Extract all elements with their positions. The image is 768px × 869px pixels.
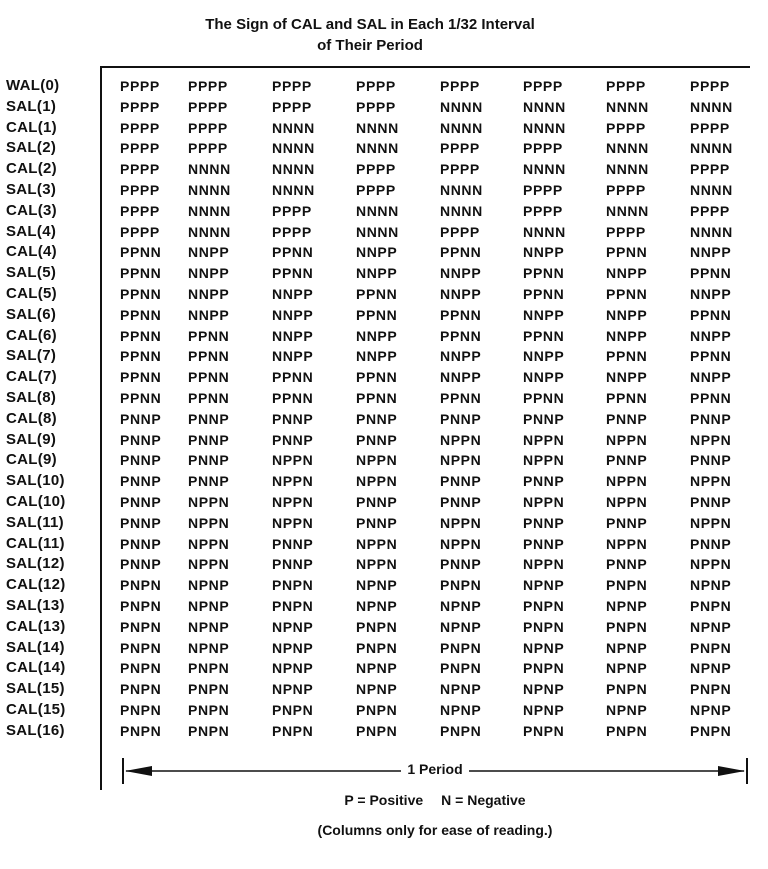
table-cell: PPPP xyxy=(272,202,312,219)
row-label: SAL(3) xyxy=(6,180,57,198)
table-cell: PPNN xyxy=(272,244,314,261)
table-cell: PNNP xyxy=(356,493,398,510)
table-cell: NPNP xyxy=(188,618,230,635)
table-cell: NPPN xyxy=(356,556,398,573)
table-cell: NPNP xyxy=(690,618,732,635)
table-cell: PNPN xyxy=(188,701,230,718)
table-cell: NPPN xyxy=(272,493,314,510)
table-cell: NPNP xyxy=(356,597,398,614)
table-cell: NNNN xyxy=(356,119,399,136)
row-label: CAL(5) xyxy=(6,284,57,302)
table-cell: PPPP xyxy=(356,98,396,115)
table-cell: PPNN xyxy=(120,369,162,386)
table-cell: PPPP xyxy=(272,223,312,240)
row-label: CAL(9) xyxy=(6,451,57,469)
row-label: SAL(16) xyxy=(6,721,65,739)
table-cell: PPPP xyxy=(690,119,730,136)
table-cell: PNNP xyxy=(120,493,162,510)
row-label: SAL(15) xyxy=(6,680,65,698)
table-cell: NPNP xyxy=(440,701,482,718)
table-cell: NPNP xyxy=(606,639,648,656)
table-cell: PPPP xyxy=(356,78,396,94)
table-cell: NNPP xyxy=(356,244,398,261)
period-indicator xyxy=(122,756,748,786)
table-cell: PNNP xyxy=(440,473,482,490)
table-cell: NNNN xyxy=(188,202,231,219)
table-cell: PNPN xyxy=(272,577,314,594)
table-cell: PPNN xyxy=(440,389,482,406)
table-cell: PPNN xyxy=(120,306,162,323)
table-cell: PPPP xyxy=(188,78,228,94)
table-cell: PNPN xyxy=(188,681,230,698)
table-cell: PNNP xyxy=(272,535,314,552)
table-cell: PPNN xyxy=(188,348,230,365)
row-label: SAL(9) xyxy=(6,430,57,448)
table-cell: PPNN xyxy=(606,389,648,406)
table-cell: PNPN xyxy=(690,597,732,614)
table-cell: PPNN xyxy=(440,306,482,323)
table-cell: NNNN xyxy=(356,140,399,157)
table-cell: PNNP xyxy=(690,535,732,552)
table-cell: PNPN xyxy=(120,618,162,635)
table-cell: NNNN xyxy=(356,223,399,240)
table-cell: PNNP xyxy=(272,410,314,427)
table-cell: NNPP xyxy=(272,285,314,302)
table-cell: PNNP xyxy=(188,410,230,427)
table-cell: PNNP xyxy=(356,514,398,531)
table-cell: NNPP xyxy=(188,306,230,323)
table-cell: NNPP xyxy=(606,306,648,323)
table-cell: PPPP xyxy=(606,78,646,94)
table-cell: NNNN xyxy=(690,98,733,115)
table-cell: PPNN xyxy=(272,389,314,406)
table-cell: PPNN xyxy=(120,348,162,365)
table-cell: NPNP xyxy=(356,660,398,677)
table-cell: PPPP xyxy=(523,202,563,219)
table-cell: NNNN xyxy=(523,161,566,178)
table-cell: NPNP xyxy=(188,597,230,614)
table-cell: NNPP xyxy=(272,348,314,365)
table-cell: PNNP xyxy=(272,556,314,573)
table-cell: PPPP xyxy=(606,223,646,240)
table-cell: NPNP xyxy=(606,701,648,718)
table-cell: PPPP xyxy=(356,181,396,198)
table-cell: PPNN xyxy=(523,389,565,406)
table-cell: PNPN xyxy=(188,722,230,739)
table-cell: NNNN xyxy=(188,161,231,178)
row-label: CAL(11) xyxy=(6,534,65,552)
table-cell: PPPP xyxy=(606,181,646,198)
row-label: CAL(10) xyxy=(6,492,66,510)
table-cell: PNNP xyxy=(120,410,162,427)
table-cell: NPPN xyxy=(523,493,565,510)
table-cell: NPPN xyxy=(690,514,732,531)
table-cell: PPPP xyxy=(690,161,730,178)
row-label: SAL(1) xyxy=(6,97,57,115)
table-cell: PNPN xyxy=(120,577,162,594)
table-cell: PNPN xyxy=(120,681,162,698)
table-cell: NNPP xyxy=(356,327,398,344)
table-cell: PNNP xyxy=(120,556,162,573)
table-cell: PNPN xyxy=(120,639,162,656)
table-cell: NNNN xyxy=(272,119,315,136)
table-cell: NNNN xyxy=(272,161,315,178)
table-cell: NPPN xyxy=(606,535,648,552)
table-cell: NPNP xyxy=(272,681,314,698)
table-cell: NPPN xyxy=(356,535,398,552)
table-cell: PPPP xyxy=(690,202,730,219)
table-cell: PNNP xyxy=(120,452,162,469)
table-cell: PPPP xyxy=(440,78,480,94)
table-cell: PPPP xyxy=(690,78,730,94)
row-label: CAL(15) xyxy=(6,700,66,718)
table-cell: NNNN xyxy=(440,181,483,198)
table-cell: NPPN xyxy=(272,452,314,469)
table-cell: PPPP xyxy=(120,202,160,219)
table-cell: NPNP xyxy=(606,597,648,614)
row-label: CAL(8) xyxy=(6,409,57,427)
table-cell: NNNN xyxy=(606,140,649,157)
row-label: CAL(3) xyxy=(6,201,57,219)
table-cell: PPNN xyxy=(272,265,314,282)
table-cell: NNPP xyxy=(272,327,314,344)
table-cell: PNNP xyxy=(120,535,162,552)
table-cell: NNPP xyxy=(606,327,648,344)
table-cell: NPNP xyxy=(440,681,482,698)
table-cell: PPNN xyxy=(690,265,732,282)
table-cell: NNNN xyxy=(690,223,733,240)
table-cell: PNNP xyxy=(606,452,648,469)
table-cell: NNNN xyxy=(606,161,649,178)
table-cell: NNNN xyxy=(440,119,483,136)
table-cell: NPPN xyxy=(188,514,230,531)
table-cell: PPPP xyxy=(188,140,228,157)
legend-positive: P = Positive xyxy=(344,792,424,808)
table-cell: PNNP xyxy=(606,514,648,531)
table-cell: PNPN xyxy=(440,660,482,677)
header-rule xyxy=(100,66,750,68)
table-cell: PPPP xyxy=(120,223,160,240)
row-label: SAL(14) xyxy=(6,638,65,656)
table-cell: PNNP xyxy=(120,473,162,490)
table-cell: NPNP xyxy=(356,681,398,698)
row-label: SAL(5) xyxy=(6,264,57,282)
table-cell: PPPP xyxy=(356,161,396,178)
table-cell: NPNP xyxy=(690,701,732,718)
table-cell: PPNN xyxy=(188,369,230,386)
table-cell: PPNN xyxy=(606,285,648,302)
table-cell: PPPP xyxy=(440,161,480,178)
table-cell: NNNN xyxy=(188,223,231,240)
table-cell: PNPN xyxy=(356,722,398,739)
table-cell: NNNN xyxy=(523,223,566,240)
table-cell: NNPP xyxy=(690,369,732,386)
table-cell: PPNN xyxy=(356,389,398,406)
table-cell: NNNN xyxy=(272,181,315,198)
legend xyxy=(0,792,768,808)
row-label: CAL(1) xyxy=(6,118,57,136)
table-cell: PPNN xyxy=(356,285,398,302)
table-cell: PNNP xyxy=(606,556,648,573)
table-cell: NNPP xyxy=(188,285,230,302)
table-cell: NNNN xyxy=(606,202,649,219)
table-cell: NPPN xyxy=(606,473,648,490)
table-cell: PNPN xyxy=(606,681,648,698)
title-line-2: of Their Period xyxy=(317,37,423,54)
table-cell: NPNP xyxy=(272,639,314,656)
table-cell: NPNP xyxy=(690,660,732,677)
table-cell: PPPP xyxy=(272,78,312,94)
table-cell: PNNP xyxy=(523,473,565,490)
table-cell: PPPP xyxy=(606,119,646,136)
table-cell: NPNP xyxy=(523,577,565,594)
table-cell: NNPP xyxy=(690,285,732,302)
table-cell: PNPN xyxy=(120,701,162,718)
table-cell: NNPP xyxy=(606,369,648,386)
table-cell: NNNN xyxy=(440,202,483,219)
table-cell: NNNN xyxy=(440,98,483,115)
table-cell: PNPN xyxy=(523,597,565,614)
table-cell: PPNN xyxy=(440,244,482,261)
table-cell: PPNN xyxy=(690,348,732,365)
row-label: SAL(4) xyxy=(6,222,57,240)
table-cell: NNPP xyxy=(523,244,565,261)
table-cell: PNNP xyxy=(523,535,565,552)
table-cell: PPNN xyxy=(523,285,565,302)
table-cell: NPNP xyxy=(690,577,732,594)
table-cell: NPNP xyxy=(606,660,648,677)
row-label: CAL(12) xyxy=(6,576,66,594)
table-cell: PNNP xyxy=(188,431,230,448)
table-cell: NPPN xyxy=(690,473,732,490)
table-cell: NNPP xyxy=(272,306,314,323)
table-cell: PNPN xyxy=(606,618,648,635)
table-cell: NPPN xyxy=(523,431,565,448)
table-cell: PPNN xyxy=(272,369,314,386)
table-cell: NPPN xyxy=(440,431,482,448)
table-cell: NPPN xyxy=(690,431,732,448)
footnote: (Columns only for ease of reading.) xyxy=(317,822,553,838)
table-cell: NPPN xyxy=(440,452,482,469)
table-cell: NPPN xyxy=(188,556,230,573)
table-cell: PPPP xyxy=(440,140,480,157)
row-label: SAL(10) xyxy=(6,472,65,490)
row-label: SAL(6) xyxy=(6,305,57,323)
table-cell: NNNN xyxy=(272,140,315,157)
table-cell: PNPN xyxy=(690,639,732,656)
table-cell: PNNP xyxy=(690,410,732,427)
period-label: 1 Period xyxy=(401,761,468,777)
table-cell: NPPN xyxy=(440,535,482,552)
table-cell: PPNN xyxy=(690,306,732,323)
row-label: CAL(14) xyxy=(6,659,66,677)
table-cell: PPNN xyxy=(120,265,162,282)
row-label: CAL(6) xyxy=(6,326,57,344)
table-cell: PNPN xyxy=(523,660,565,677)
row-label: SAL(13) xyxy=(6,596,65,614)
table-cell: NPPN xyxy=(606,493,648,510)
table-cell: PPNN xyxy=(120,285,162,302)
table-cell: PNNP xyxy=(272,431,314,448)
table-cell: PNNP xyxy=(356,410,398,427)
table-cell: PNPN xyxy=(272,722,314,739)
table-cell: PPNN xyxy=(188,327,230,344)
table-cell: PPPP xyxy=(120,181,160,198)
table-cell: NPPN xyxy=(690,556,732,573)
table-cell: PNNP xyxy=(188,473,230,490)
table-cell: PNNP xyxy=(606,410,648,427)
table-cell: PPNN xyxy=(606,244,648,261)
table-cell: PNPN xyxy=(272,597,314,614)
table-cell: PNPN xyxy=(523,618,565,635)
table-cell: NPPN xyxy=(188,535,230,552)
table-cell: NPNP xyxy=(188,577,230,594)
table-cell: PPNN xyxy=(440,327,482,344)
table-cell: PNNP xyxy=(120,514,162,531)
table-cell: PNPN xyxy=(356,701,398,718)
table-cell: NNNN xyxy=(523,119,566,136)
table-cell: NPPN xyxy=(523,556,565,573)
table-cell: NNNN xyxy=(356,202,399,219)
table-cell: PNNP xyxy=(188,452,230,469)
table-cell: NNPP xyxy=(356,265,398,282)
table-cell: PPPP xyxy=(120,119,160,136)
table-cell: NPNP xyxy=(440,618,482,635)
table-cell: PPNN xyxy=(120,244,162,261)
table-cell: NNPP xyxy=(523,348,565,365)
table-cell: PNPN xyxy=(120,722,162,739)
table-cell: PNNP xyxy=(690,493,732,510)
row-label: WAL(0) xyxy=(6,77,60,94)
table-cell: NPNP xyxy=(188,639,230,656)
table-cell: PNNP xyxy=(356,431,398,448)
table-cell: NPNP xyxy=(440,597,482,614)
table-cell: PNNP xyxy=(440,410,482,427)
table-cell: NPPN xyxy=(356,452,398,469)
table-cell: NNNN xyxy=(188,181,231,198)
table-cell: NNPP xyxy=(188,265,230,282)
row-label: SAL(2) xyxy=(6,139,57,157)
table-cell: PPNN xyxy=(188,389,230,406)
table-cell: PNPN xyxy=(272,701,314,718)
table-cell: PPPP xyxy=(272,98,312,115)
table-cell: PNNP xyxy=(523,514,565,531)
table-cell: NPPN xyxy=(272,473,314,490)
table-cell: NPNP xyxy=(523,681,565,698)
table-cell: NNPP xyxy=(523,369,565,386)
table-cell: PNPN xyxy=(356,639,398,656)
table-cell: PPPP xyxy=(120,140,160,157)
row-label: SAL(12) xyxy=(6,555,65,573)
table-cell: PPPP xyxy=(120,98,160,115)
table-cell: NPPN xyxy=(272,514,314,531)
table-cell: NNNN xyxy=(606,98,649,115)
table-cell: PNNP xyxy=(440,556,482,573)
table-cell: PNPN xyxy=(440,722,482,739)
table-cell: NPNP xyxy=(272,618,314,635)
table-cell: NNPP xyxy=(606,265,648,282)
table-cell: PPNN xyxy=(120,327,162,344)
row-label: CAL(2) xyxy=(6,160,57,178)
table-cell: NNNN xyxy=(690,181,733,198)
table-cell: PNPN xyxy=(440,639,482,656)
table-cell: NNPP xyxy=(690,327,732,344)
table-cell: NNPP xyxy=(523,306,565,323)
table-cell: PPPP xyxy=(188,98,228,115)
table-cell: PPPP xyxy=(523,181,563,198)
label-divider xyxy=(100,68,102,790)
table-cell: NPPN xyxy=(356,473,398,490)
table-cell: NPNP xyxy=(272,660,314,677)
title-line-1: The Sign of CAL and SAL in Each 1/32 Interval xyxy=(205,16,535,33)
legend-negative: N = Negative xyxy=(441,792,526,808)
table-cell: NPNP xyxy=(523,701,565,718)
row-label: CAL(7) xyxy=(6,368,57,386)
row-label: SAL(11) xyxy=(6,513,64,531)
table-cell: PNPN xyxy=(523,722,565,739)
table-cell: PNPN xyxy=(690,681,732,698)
table-cell: PPPP xyxy=(120,161,160,178)
row-label: SAL(8) xyxy=(6,388,57,406)
table-cell: PNPN xyxy=(188,660,230,677)
table-cell: PPNN xyxy=(523,265,565,282)
table-cell: NNPP xyxy=(440,265,482,282)
table-cell: PNPN xyxy=(120,597,162,614)
table-cell: PPPP xyxy=(523,140,563,157)
table-cell: NPPN xyxy=(440,514,482,531)
table-cell: PPNN xyxy=(356,369,398,386)
table-cell: PNNP xyxy=(690,452,732,469)
table-cell: PPPP xyxy=(440,223,480,240)
table-cell: NPNP xyxy=(356,577,398,594)
table-cell: NNPP xyxy=(356,348,398,365)
table-cell: NNPP xyxy=(440,285,482,302)
table-cell: PNNP xyxy=(523,410,565,427)
table-cell: PNPN xyxy=(440,577,482,594)
table-cell: PNPN xyxy=(690,722,732,739)
table-cell: PPNN xyxy=(356,306,398,323)
table-cell: NNPP xyxy=(440,348,482,365)
table-cell: PPPP xyxy=(523,78,563,94)
table-cell: PNNP xyxy=(120,431,162,448)
table-cell: NNPP xyxy=(440,369,482,386)
row-label: CAL(13) xyxy=(6,617,66,635)
table-cell: PPNN xyxy=(523,327,565,344)
table-cell: PNNP xyxy=(440,493,482,510)
table-title xyxy=(0,14,740,56)
table-cell: NNNN xyxy=(690,140,733,157)
table-cell: NPPN xyxy=(523,452,565,469)
table-cell: PPNN xyxy=(690,389,732,406)
table-cell: PNPN xyxy=(606,577,648,594)
table-cell: PPPP xyxy=(188,119,228,136)
table-cell: NPPN xyxy=(188,493,230,510)
table-cell: NNNN xyxy=(523,98,566,115)
table-cell: PNPN xyxy=(120,660,162,677)
table-cell: PPNN xyxy=(606,348,648,365)
table-cell: NNPP xyxy=(188,244,230,261)
table-cell: PNPN xyxy=(356,618,398,635)
table-cell: PPPP xyxy=(120,78,160,94)
table-cell: NPPN xyxy=(606,431,648,448)
table-cell: PNPN xyxy=(606,722,648,739)
row-label: CAL(4) xyxy=(6,243,57,261)
table-cell: NNPP xyxy=(690,244,732,261)
table-cell: PPNN xyxy=(120,389,162,406)
table-cell: NPNP xyxy=(523,639,565,656)
row-label: SAL(7) xyxy=(6,347,57,365)
